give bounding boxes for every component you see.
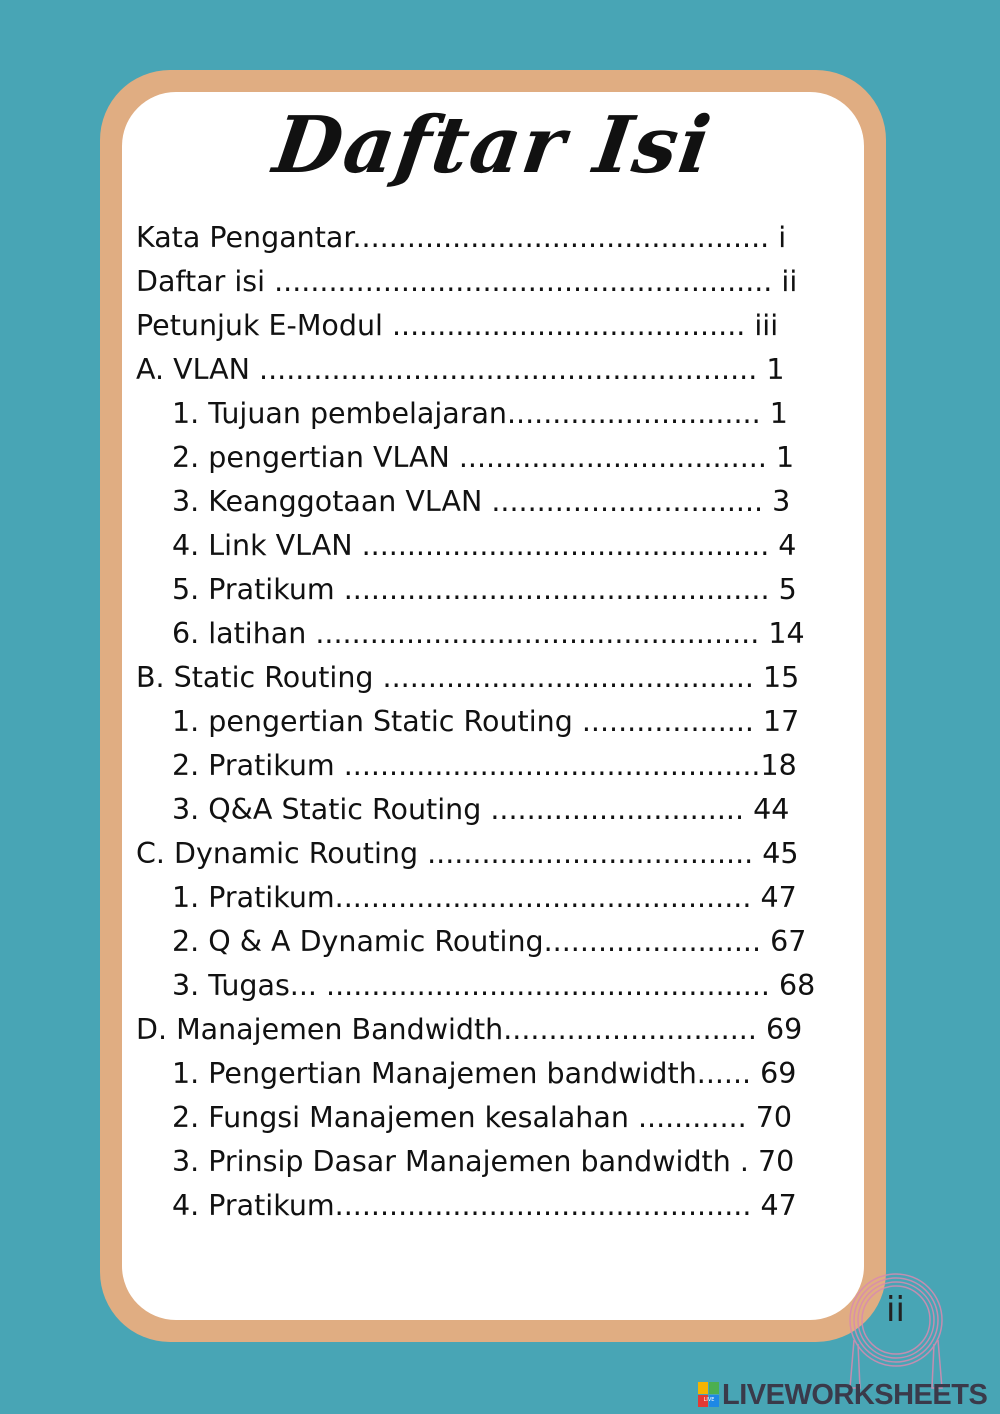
- liveworksheets-mark-text: LIVE: [703, 1397, 715, 1403]
- toc-subentry: 3. Tugas... ................................................. 68: [172, 969, 816, 1002]
- toc-subentry: 1. Pratikum.............................................. 47: [172, 881, 797, 914]
- toc-entry: Kata Pengantar.............................................. i: [136, 221, 787, 254]
- toc-subentry: 2. Q & A Dynamic Routing........................ 67: [172, 925, 807, 958]
- toc-entry: C. Dynamic Routing .................................... 45: [136, 837, 799, 870]
- toc-entry: D. Manajemen Bandwidth............................ 69: [136, 1013, 803, 1046]
- toc-subentry: 4. Pratikum.............................................. 47: [172, 1189, 797, 1222]
- liveworksheets-watermark: [698, 1378, 994, 1412]
- toc-subentry: 2. Pratikum ..............................................18: [172, 749, 797, 782]
- toc-subentry: 3. Keanggotaan VLAN .............................. 3: [172, 485, 791, 518]
- toc-entry: Daftar isi ....................................................... ii: [136, 265, 798, 298]
- toc-subentry: 1. Pengertian Manajemen bandwidth...... 69: [172, 1057, 797, 1090]
- toc-subentry: 3. Prinsip Dasar Manajemen bandwidth . 70: [172, 1145, 795, 1178]
- toc-subentry: 2. pengertian VLAN .................................. 1: [172, 441, 795, 474]
- toc-entry: B. Static Routing ......................................... 15: [136, 661, 800, 694]
- toc-subentry: 2. Fungsi Manajemen kesalahan ............ 70: [172, 1101, 792, 1134]
- toc-subentry: 3. Q&A Static Routing ............................ 44: [172, 793, 790, 826]
- toc-subentry: 5. Pratikum ............................................... 5: [172, 573, 797, 606]
- liveworksheets-text: LIVEWORKSHEETS: [722, 1379, 988, 1411]
- toc-entry: Petunjuk E-Modul ....................................... iii: [136, 309, 779, 342]
- toc-subentry: 1. pengertian Static Routing ................... 17: [172, 705, 800, 738]
- table-of-contents: [136, 216, 836, 1228]
- toc-entry: A. VLAN ....................................................... 1: [136, 353, 785, 386]
- liveworksheets-logo-icon: [698, 1382, 720, 1408]
- toc-subentry: 4. Link VLAN ............................................. 4: [172, 529, 797, 562]
- page-number: ii: [886, 1290, 905, 1330]
- page-title: Daftar Isi: [268, 100, 718, 191]
- toc-subentry: 6. latihan ................................................. 14: [172, 617, 805, 650]
- toc-subentry: 1. Tujuan pembelajaran............................ 1: [172, 397, 788, 430]
